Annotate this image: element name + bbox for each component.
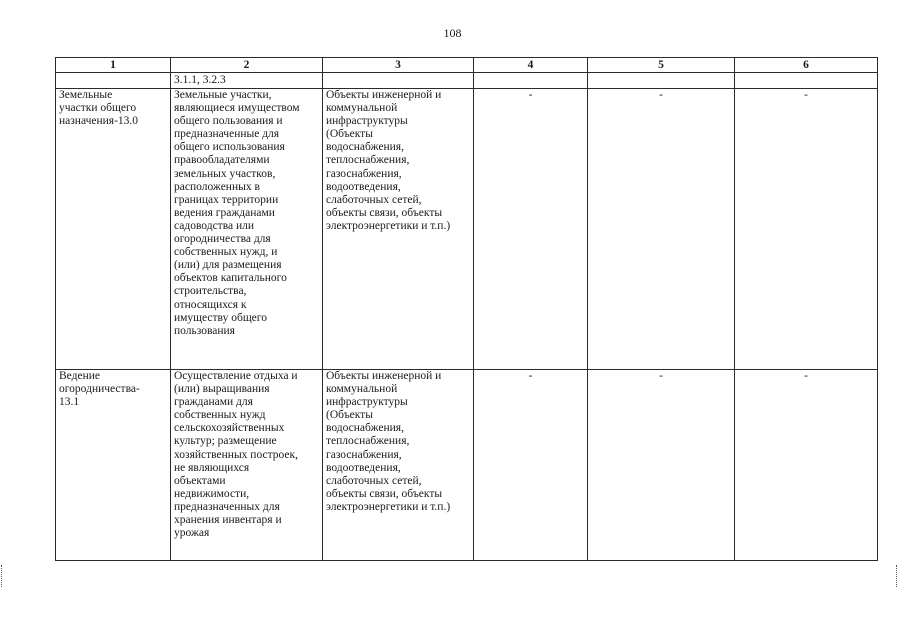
table-cell [474,73,588,89]
table-row [56,89,878,370]
column-header: 3 [323,58,474,73]
table-row [56,73,878,89]
table-cell: - [474,89,588,370]
use-type-description: Осуществление отдыха и (или) выращивания гражданами для собственных нужд сельскохозяйственных культур; размещение хозяйственных построек, не являющихся объектами недвижимости, предназначенных для хранения инвентаря и урожая [171,370,323,561]
permitted-use-table [55,57,878,561]
column-header: 4 [474,58,588,73]
auxiliary-use: Объекты инженерной и коммунальной инфраструктуры (Объекты водоснабжения, теплоснабжения, газоснабжения, водоотведения, слаботочных сетей, объекты связи, объекты электроэнергетики и т.п.) [323,370,474,561]
page-number: 108 [443,26,462,40]
scan-edge-mark [1,565,4,587]
use-type-name: Земельные участки общего назначения-13.0 [56,89,171,370]
table-cell [56,73,171,89]
use-type-description: Земельные участки, являющиеся имуществом общего пользования и предназначенные для общего использования правообладателями земельных участков, расположенных в границах территории ведения гражданами садоводства или огородничества для собственных нужд, и (или) для размещения объектов капитального строительства, относящихся к имуществу общего пользования [171,89,323,370]
table-cell: - [588,89,735,370]
table-cell: - [588,370,735,561]
table-cell: - [474,370,588,561]
table-cell: 3.1.1, 3.2.3 [171,73,323,89]
column-header: 6 [735,58,878,73]
table-header-row [56,58,878,73]
column-header: 2 [171,58,323,73]
column-header: 5 [588,58,735,73]
table-cell: - [735,89,878,370]
table-cell [735,73,878,89]
use-type-name: Ведение огородничества- 13.1 [56,370,171,561]
auxiliary-use: Объекты инженерной и коммунальной инфраструктуры (Объекты водоснабжения, теплоснабжения, газоснабжения, водоотведения, слаботочных сетей, объекты связи, объекты электроэнергетики и т.п.) [323,89,474,370]
column-header: 1 [56,58,171,73]
table-row [56,370,878,561]
table-cell: - [735,370,878,561]
table-cell [588,73,735,89]
table-cell [323,73,474,89]
scan-edge-mark [896,565,899,587]
